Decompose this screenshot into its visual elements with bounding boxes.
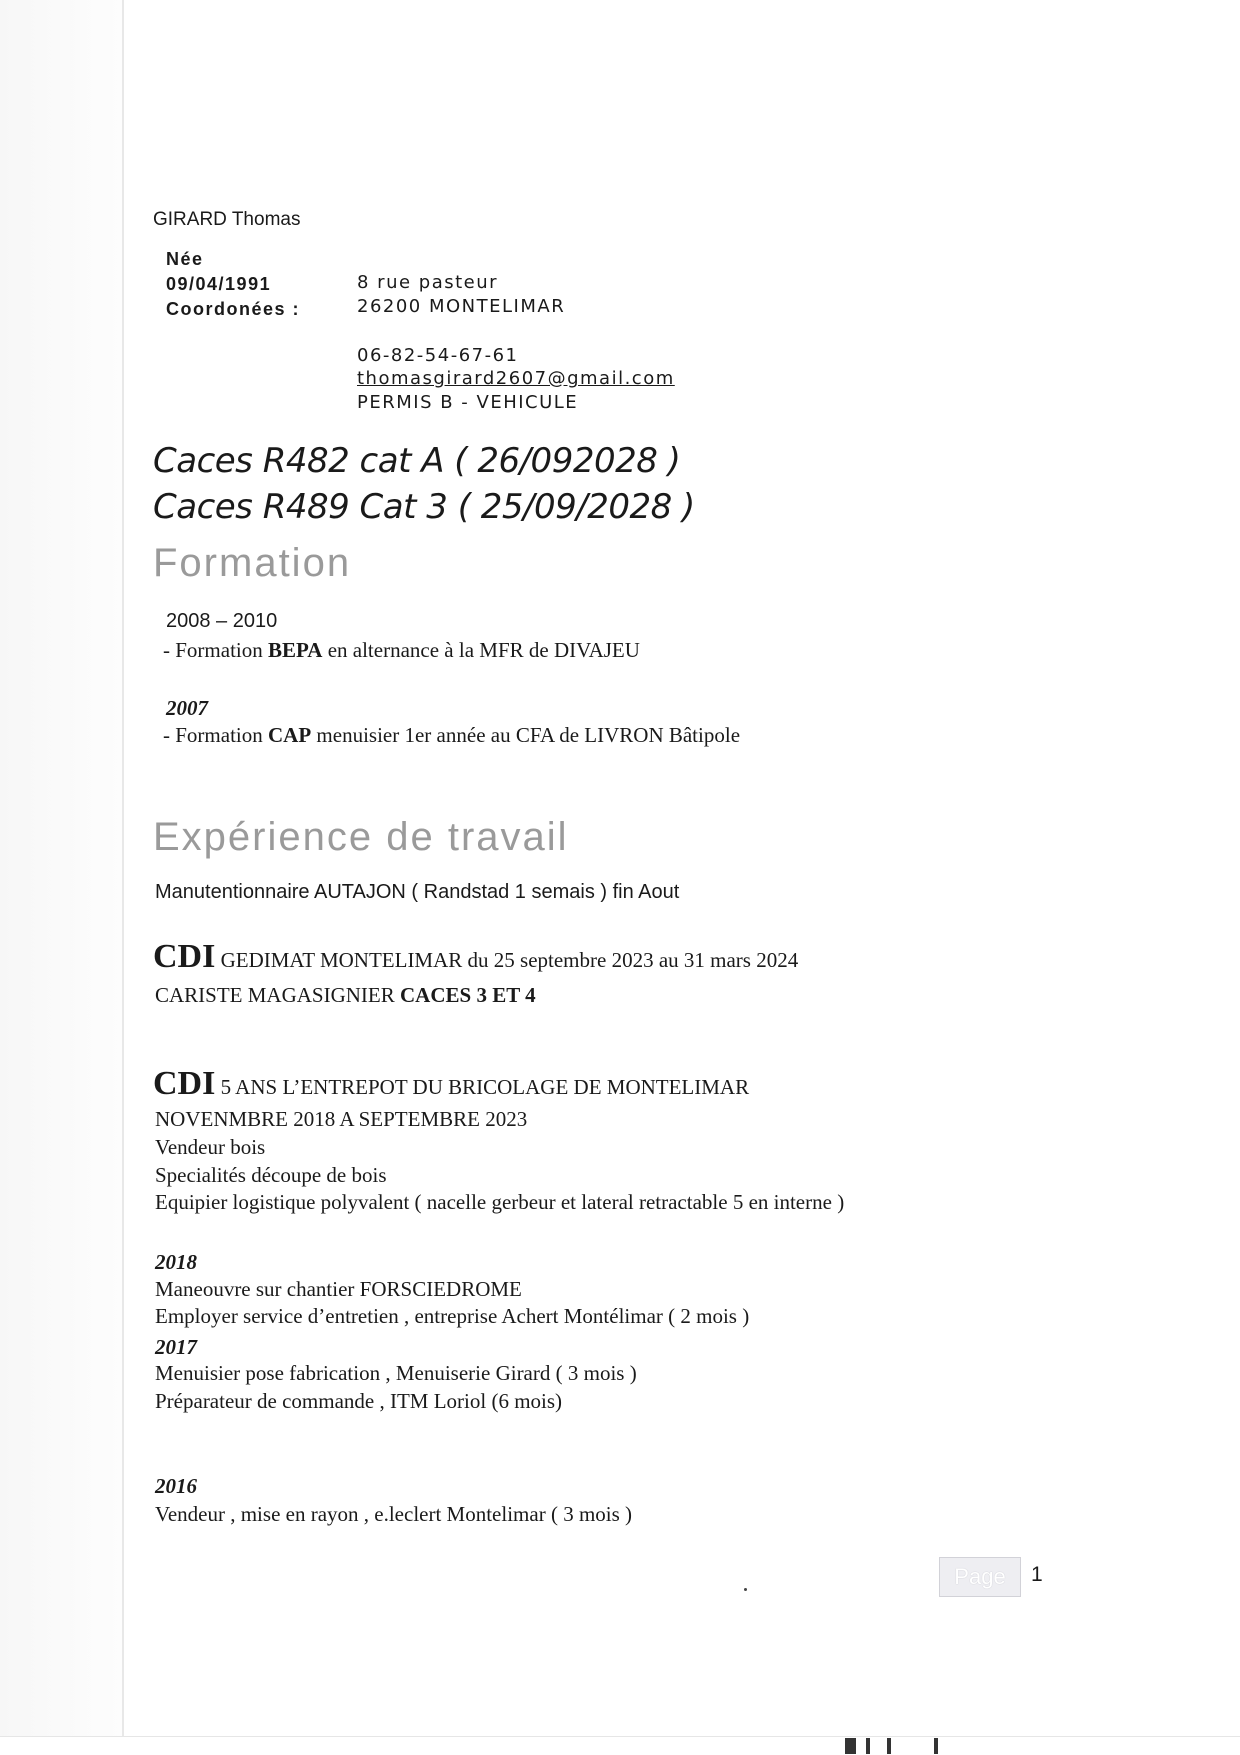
scan-mark-4 [934,1738,938,1754]
driving-license: PERMIS B - VEHICULE [357,392,579,413]
formation-item-1 [163,638,640,663]
formation-heading: Formation [153,541,352,585]
born-date: 09/04/1991 [166,274,272,294]
scan-margin [0,0,122,1754]
job-2016-1: Vendeur , mise en rayon , e.leclert Montelimar ( 3 mois ) [155,1502,633,1526]
scan-speck [744,1588,747,1591]
cdi-2-role-1: Vendeur bois [155,1135,266,1159]
cdi-2-line-1 [153,1065,749,1103]
job-2018-2: Employer service d’entretien , entreprise Achert Montélimar ( 2 mois ) [155,1304,750,1328]
cdi-1-caces: CACES 3 ET 4 [400,983,536,1007]
formation-year-1: 2008 – 2010 [166,610,278,632]
formation-item-2-diploma: CAP [268,723,312,747]
address-line-2: 26200 MONTELIMAR [357,296,566,317]
scan-bottom-edge [0,1736,1240,1755]
formation-item-2 [163,723,740,748]
candidate-name: GIRARD Thomas [153,209,301,230]
scan-mark-3 [887,1738,891,1754]
address-line-1: 8 rue pasteur [357,272,499,293]
cdi-2-role-3: Equipier logistique polyvalent ( nacelle gerbeur et lateral retractable 5 en interne ) [155,1190,845,1214]
cdi-1-line-2 [155,983,536,1008]
certification-caces-r482: Caces R482 cat A ( 26/092028 ) [153,441,681,481]
cdi-2-employer: 5 ANS L’ENTREPOT DU BRICOLAGE DE MONTELIMAR [215,1075,750,1099]
formation-item-1-prefix: - Formation [163,638,268,662]
experience-heading: Expérience de travail [153,815,569,859]
experience-intro: Manutentionnaire AUTAJON ( Randstad 1 semais ) fin Aout [155,881,680,903]
job-2018-1: Maneouvre sur chantier FORSCIEDROME [155,1277,522,1301]
formation-item-1-rest: en alternance à la MFR de DIVAJEU [322,638,640,662]
page-number: 1 [1031,1563,1043,1586]
cdi-2-role-2: Specialités découpe de bois [155,1163,387,1187]
year-2016: 2016 [155,1474,197,1498]
formation-year-2: 2007 [166,696,208,720]
born-label: Née [166,249,204,269]
formation-item-2-rest: menuisier 1er année au CFA de LIVRON Bâtipole [311,723,741,747]
cdi-1-role: CARISTE MAGASIGNIER [155,983,401,1007]
formation-item-1-diploma: BEPA [268,638,323,662]
scan-edge-line [122,0,124,1754]
certification-caces-r489: Caces R489 Cat 3 ( 25/09/2028 ) [153,487,695,527]
scan-mark-2 [866,1738,870,1754]
scan-mark-1 [845,1738,856,1754]
email-link[interactable]: thomasgirard2607@gmail.com [357,368,675,389]
year-2017: 2017 [155,1335,197,1359]
phone-number: 06-82-54-67-61 [357,345,519,366]
job-2017-2: Préparateur de commande , ITM Loriol (6 mois) [155,1389,563,1413]
cdi-1-employer: GEDIMAT MONTELIMAR du 25 septembre 2023 au 31 mars 2024 [215,948,799,972]
page-label-badge: Page [939,1557,1021,1597]
formation-item-2-prefix: - Formation [163,723,268,747]
job-2017-1: Menuisier pose fabrication , Menuiserie Girard ( 3 mois ) [155,1361,637,1385]
cdi-1-tag: CDI [153,938,216,975]
contact-label: Coordonées : [166,299,301,319]
cdi-1-line-1 [153,938,798,976]
year-2018: 2018 [155,1250,197,1274]
cdi-2-period: NOVENMBRE 2018 A SEPTEMBRE 2023 [155,1107,528,1131]
cdi-2-tag: CDI [153,1065,216,1102]
